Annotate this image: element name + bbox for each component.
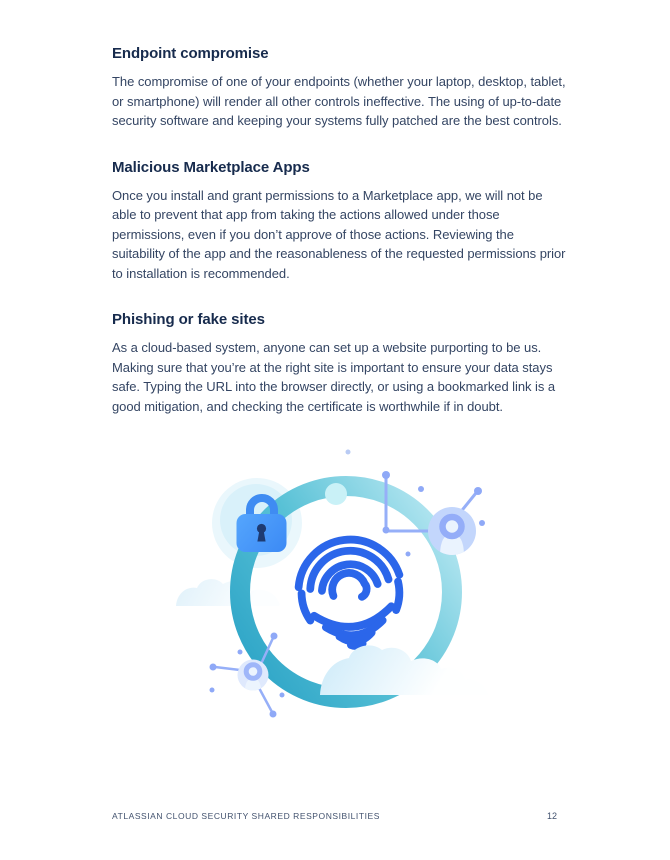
section-heading: Endpoint compromise xyxy=(112,45,269,62)
user-node-icon xyxy=(238,660,269,692)
node-dot xyxy=(271,633,278,640)
page-footer xyxy=(112,811,557,821)
ring-ball xyxy=(325,483,347,505)
node-dot xyxy=(382,471,390,479)
section-heading: Phishing or fake sites xyxy=(112,311,265,328)
node-dot xyxy=(270,711,277,718)
node-dot xyxy=(406,552,411,557)
section-body: Once you install and grant permissions to a Marketplace app, we will not be able to prevent that app from taking the actions allowed under those permissions, even if you don’t approve of those actions. Reviewing the suitability of the app and the reasonableness of the requested permissions prior to installation is recommended. xyxy=(112,187,566,281)
node-dot xyxy=(238,650,243,655)
section-endpoint-compromise xyxy=(112,45,568,131)
node-dot xyxy=(418,486,424,492)
fingerprint-icon xyxy=(294,534,408,652)
section-malicious-marketplace-apps xyxy=(112,159,568,284)
footer-title: ATLASSIAN CLOUD SECURITY SHARED RESPONSIBILITIES xyxy=(112,811,380,821)
section-heading: Malicious Marketplace Apps xyxy=(112,158,310,176)
node-dot xyxy=(210,664,217,671)
cloud-bottom-icon xyxy=(320,645,488,695)
text-column xyxy=(112,45,568,444)
node-dot xyxy=(479,520,485,526)
node-dot xyxy=(383,527,390,534)
node-dot xyxy=(474,487,482,495)
cloud-left-icon xyxy=(176,579,280,606)
security-illustration xyxy=(150,435,530,750)
node-dot xyxy=(280,693,285,698)
node-dot xyxy=(346,450,351,455)
page-number: 12 xyxy=(546,811,557,821)
node-dot xyxy=(210,688,215,693)
section-body: As a cloud-based system, anyone can set up a website purporting to be us. Making sure that you’re at the right site is important to ensure your data stays safe. Typing the URL into the browser directly, or using a bookmarked link is a good mitigation, and checking the certificate is worthwhile if in doubt. xyxy=(112,340,556,414)
section-body: The compromise of one of your endpoints (whether your laptop, desktop, tablet, or smartphone) will render all other controls ineffective. The using of up-to-date security software and keeping your systems fully patched are the best controls. xyxy=(112,74,566,128)
section-phishing-or-fake-sites xyxy=(112,311,568,416)
